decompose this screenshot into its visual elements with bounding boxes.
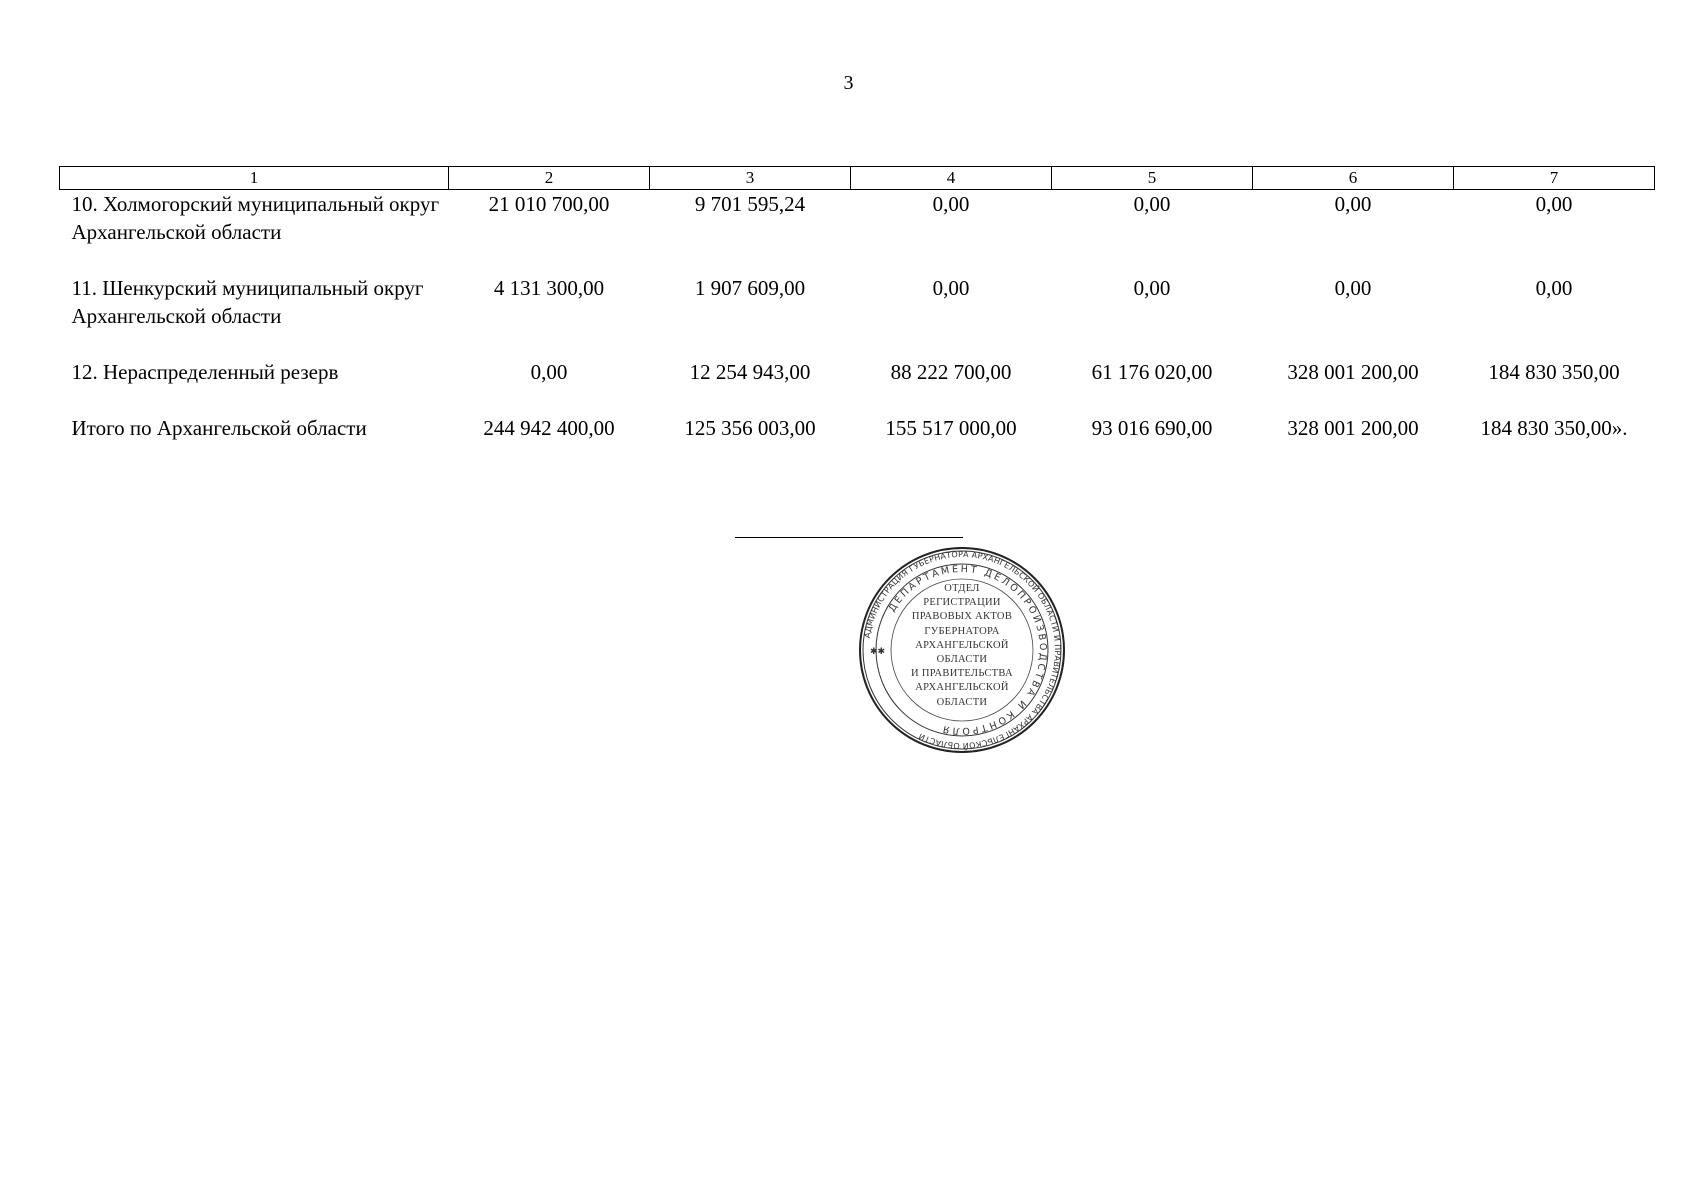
table-cell: 9 701 595,24 — [694, 192, 806, 216]
column-header: 3 — [650, 167, 851, 190]
table-cell: 0,00 — [1133, 276, 1171, 300]
column-header: 1 — [60, 167, 449, 190]
table-cell: 12 254 943,00 — [689, 360, 811, 384]
table-cell: 0,00 — [932, 276, 970, 300]
table-cell: 21 010 700,00 — [488, 192, 610, 216]
table-cell: 0,00 — [1133, 192, 1171, 216]
row-name: Итого по Архангельской области — [71, 416, 367, 440]
table-cell: 88 222 700,00 — [890, 360, 1012, 384]
column-header: 6 — [1253, 167, 1454, 190]
table-row — [60, 358, 1655, 414]
table-cell: 155 517 000,00 — [885, 416, 1017, 440]
row-name: 10. Холмогорский муниципальный округ Архангельской области — [71, 192, 440, 244]
table-cell: 1 907 609,00 — [694, 276, 806, 300]
row-name: 12. Нераспределенный резерв — [71, 360, 339, 384]
stamp-line: ОБЛАСТИ — [936, 696, 988, 708]
svg-text:АДМИНИСТРАЦИЯ ГУБЕРНАТОРА АРХА: АДМИНИСТРАЦИЯ ГУБЕРНАТОРА АРХАНГЕЛЬСКОЙ ОБЛАСТИ И ПРАВИТЕЛЬСТВА АРХАНГЕЛЬСКОЙ ОБЛАСТИ — [862, 549, 1063, 751]
table-total-row — [60, 414, 1655, 444]
table-cell: 4 131 300,00 — [493, 276, 605, 300]
table-cell: 0,00 — [1535, 276, 1573, 300]
stamp-line: ОТДЕЛ — [944, 583, 980, 594]
stamp-center-text — [858, 582, 1066, 710]
stamp-line: ПРАВОВЫХ АКТОВ — [911, 611, 1013, 623]
row-name: 11. Шенкурский муниципальный округ Архангельской области — [71, 276, 424, 328]
table-cell: 328 001 200,00 — [1287, 360, 1419, 384]
stamp-line: АРХАНГЕЛЬСКОЙ — [915, 639, 1009, 651]
stamp-line: ОБЛАСТИ — [936, 654, 988, 666]
table-cell: 0,00 — [1535, 192, 1573, 216]
table-cell: 184 830 350,00». — [1480, 416, 1628, 440]
table-cell: 93 016 690,00 — [1091, 416, 1213, 440]
stamp-line: АРХАНГЕЛЬСКОЙ — [915, 682, 1009, 694]
official-stamp — [858, 546, 1066, 754]
svg-text:✱✱: ✱✱ — [870, 647, 886, 657]
table-cell: 61 176 020,00 — [1091, 360, 1213, 384]
table-cell: 0,00 — [932, 192, 970, 216]
page-number: 3 — [843, 72, 854, 94]
svg-text:ДЕПАРТАМЕНТ ДЕЛОПРОИЗВОДСТВА И: ДЕПАРТАМЕНТ ДЕЛОПРОИЗВОДСТВА И КОНТРОЛЯ — [886, 563, 1049, 737]
column-header: 4 — [851, 167, 1052, 190]
stamp-line: ГУБЕРНАТОРА — [924, 625, 1000, 637]
stamp-line: И ПРАВИТЕЛЬСТВА — [911, 668, 1013, 680]
table-cell: 328 001 200,00 — [1287, 416, 1419, 440]
budget-table — [59, 166, 1655, 444]
table-cell: 0,00 — [1334, 276, 1372, 300]
column-header: 5 — [1052, 167, 1253, 190]
table-header-row — [60, 167, 1655, 190]
signature-line — [735, 537, 963, 538]
table-cell: 244 942 400,00 — [483, 416, 615, 440]
stamp-line: РЕГИСТРАЦИИ — [923, 597, 1001, 609]
table-row — [60, 190, 1655, 275]
table-cell: 125 356 003,00 — [684, 416, 816, 440]
table-cell: 184 830 350,00 — [1488, 360, 1620, 384]
column-header: 7 — [1454, 167, 1655, 190]
table-cell: 0,00 — [530, 360, 568, 384]
table-row — [60, 274, 1655, 358]
table-cell: 0,00 — [1334, 192, 1372, 216]
column-header: 2 — [449, 167, 650, 190]
